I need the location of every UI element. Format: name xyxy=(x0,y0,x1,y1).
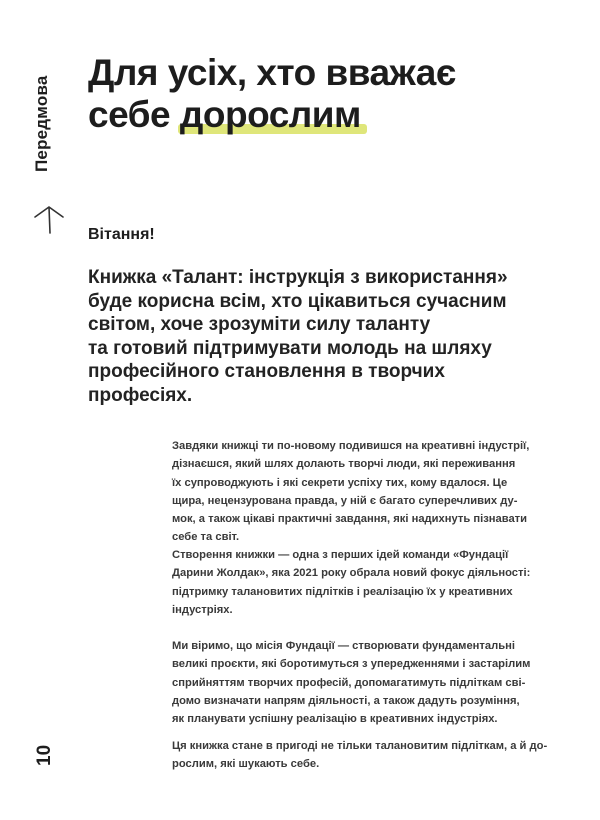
lead-line: Книжка «Талант: інструкція з використання» xyxy=(88,267,508,288)
body-paragraph-3 xyxy=(172,637,582,728)
title-line-2 xyxy=(88,94,456,136)
body-line: себе та світ. xyxy=(172,531,240,544)
lead-paragraph xyxy=(88,266,568,407)
body-line: їх супроводжують і які секрети успіху тих, кому вдалося. Це xyxy=(172,476,508,489)
body-line: як планувати успішну реалізацію в креативних індустріях. xyxy=(172,713,498,726)
body-paragraph-1 xyxy=(172,437,582,547)
body-paragraph-2 xyxy=(172,546,582,619)
body-line: дізнаєшся, який шлях долають творчі люди, які переживання xyxy=(172,458,516,471)
title-plain-text: себе xyxy=(88,94,180,135)
lead-line: буде корисна всім, хто цікавиться сучасним xyxy=(88,290,507,312)
body-line: мок, а також цікаві практичні завдання, які надихнуть пізнавати xyxy=(172,513,528,526)
body-line: великі проєкти, які боротимуться з упередженнями і застарілим xyxy=(172,658,531,671)
lead-line: професіях. xyxy=(88,384,193,406)
arrow-up-icon xyxy=(33,205,65,235)
body-paragraph-4 xyxy=(172,737,582,774)
title-line-1: Для усіх, хто вважає xyxy=(88,52,456,93)
body-line: Завдяки книжці ти по-новому подивишся на креативні індустрії, xyxy=(172,440,530,452)
section-label: Передмова xyxy=(32,75,51,172)
lead-line: професійного становлення в творчих xyxy=(88,361,445,382)
lead-line: світом, хоче зрозуміти силу таланту xyxy=(88,314,431,335)
body-line: Ця книжка стане в пригоді не тільки талановитим підліткам, а й до- xyxy=(172,740,548,752)
body-line: щира, нецензурована правда, у ній є багато суперечливих ду- xyxy=(172,494,518,507)
body-line: рослим, які шукають себе. xyxy=(172,758,320,771)
body-line: Дарини Жолдак», яка 2021 року обрала новий фокус діяльності: xyxy=(172,567,531,580)
body-line: індустріях. xyxy=(172,603,233,616)
body-line: Створення книжки — одна з перших ідей команди «Фундації xyxy=(172,549,509,561)
body-line: підтримку талановитих підлітків і реалізацію їх у креативних xyxy=(172,585,513,598)
body-line: сприйняттям творчих професій, допомагатимуть підліткам сві- xyxy=(172,676,526,689)
greeting-heading: Вітання! xyxy=(88,226,155,243)
page-number: 10 xyxy=(34,744,55,766)
body-line: Ми віримо, що місія Фундації — створювати фундаментальні xyxy=(172,640,515,652)
page-title xyxy=(88,52,456,136)
body-line: домо визначати напрям діяльності, а також дадуть розуміння, xyxy=(172,694,520,707)
title-highlighted-word: дорослим xyxy=(179,94,361,135)
lead-line: та готовий підтримувати молодь на шляху xyxy=(88,337,492,359)
